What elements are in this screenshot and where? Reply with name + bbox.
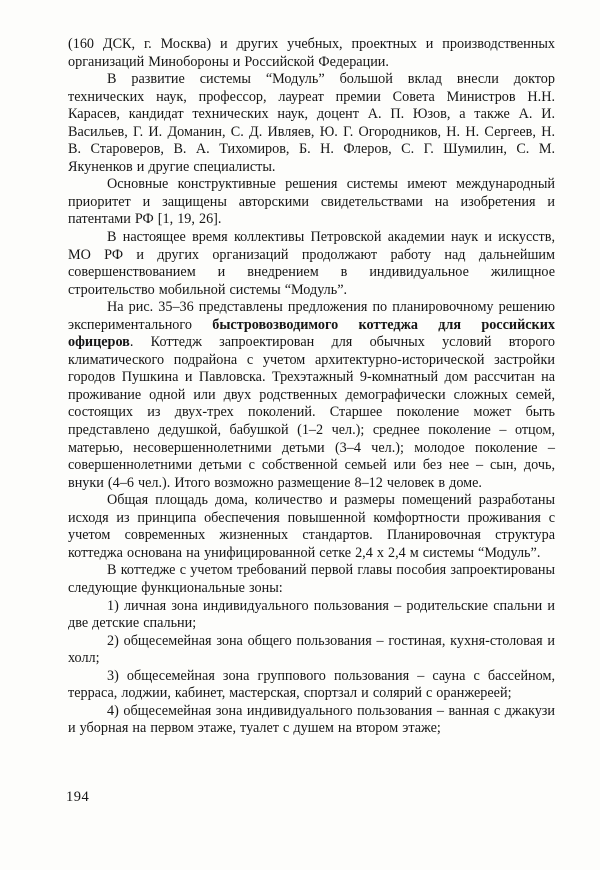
text-segment: Общая площадь дома, количество и размеры помещений разработаны исходя из принципа обеспечения повышенной комфортности проживания с учетом современных жизненных стандартов. Планировочная структура коттеджа основана на унифицированной сетке 2,4 х 2,4 м системы “Модуль”. bbox=[68, 492, 555, 561]
list-item-zone-3 bbox=[68, 668, 555, 703]
paragraph-current-work bbox=[68, 229, 555, 299]
text-segment: 1) личная зона индивидуального пользования – родительские спальни и две детские спальни; bbox=[68, 597, 555, 632]
paragraph-patents bbox=[68, 176, 555, 229]
list-item-zone-1 bbox=[68, 598, 555, 633]
paragraph-modul-contributors bbox=[68, 71, 555, 176]
text-segment: На рис. 35–36 представлены предложения по планировочному решению экспериментального bbox=[68, 299, 555, 333]
text-segment: 4) общесемейная зона индивидуального пользования – ванная с джакузи и уборная на первом этаже, туалет с душем на втором этаже; bbox=[68, 702, 555, 737]
text-segment: В развитие системы “Модуль” большой вклад внесли доктор технических наук, профессор, лауреат премии Совета Министров Н.Н. Карасев, кандидат технических наук, доцент А. П. Юзов, а также А. И. Васильев, Г. И. Доманин, С. Д. Ивляев, Ю. Г. Огородников, Н. Н. Сергеев, Н. В. Староверов, В. А. Тихомиров, Б. Н. Флеров, С. Г. Шумилин, С. М. Якуненков и другие специалисты. bbox=[68, 71, 555, 175]
text-segment: 2) общесемейная зона общего пользования – гостиная, кухня-столовая и холл; bbox=[68, 632, 555, 667]
text-segment: (160 ДСК, г. Москва) и других учебных, проектных и производственных организаций Минобороны и Российской Федерации. bbox=[68, 36, 555, 70]
text-block bbox=[68, 36, 555, 738]
paragraph-total-area bbox=[68, 492, 555, 562]
list-item-zone-4 bbox=[68, 703, 555, 738]
text-segment: В коттедже с учетом требований первой главы пособия запроектированы следующие функциональные зоны: bbox=[68, 562, 555, 596]
text-segment: Основные конструктивные решения системы имеют международный приоритет и защищены авторскими свидетельствами на изобретения и патентами РФ [1, 19, 26]. bbox=[68, 176, 555, 228]
bold-text-segment: быстровозводимого коттеджа для российских офицеров bbox=[68, 316, 555, 351]
paragraph-zones-intro bbox=[68, 562, 555, 597]
text-segment: . Коттедж запроектирован для обычных условий второго климатического подрайона с учетом архитектурно-исторической застройки городов Пушкина и Павловска. Трехэтажный 9-комнатный дом рассчитан на проживание одной или двух родственных демографически сложных семей, состоящих из двух-трех поколений. Старшее поколение может быть представлено дедушкой, бабушкой (1–2 чел.); среднее поколение – отцом, матерью, несовершеннолетними детьми (3–4 чел.); молодое поколение – совершеннолетними детьми с собственной семьей или без нее – сын, дочь, внуки (4–6 чел.). Итого возможно размещение 8–12 человек в доме. bbox=[68, 334, 555, 491]
page-number: 194 bbox=[66, 789, 90, 805]
paragraph-cottage-description bbox=[68, 299, 555, 492]
text-segment: В настоящее время коллективы Петровской академии наук и искусств, МО РФ и других организаций продолжают работу над дальнейшим совершенствованием и внедрением в индивидуальное жилищное строительство мобильной системы “Модуль”. bbox=[68, 229, 555, 298]
paragraph-continuation bbox=[68, 36, 555, 71]
text-segment: 3) общесемейная зона группового пользования – сауна с бассейном, терраса, лоджии, кабинет, мастерская, спортзал и солярий с оранжереей; bbox=[68, 667, 555, 702]
list-item-zone-2 bbox=[68, 633, 555, 668]
